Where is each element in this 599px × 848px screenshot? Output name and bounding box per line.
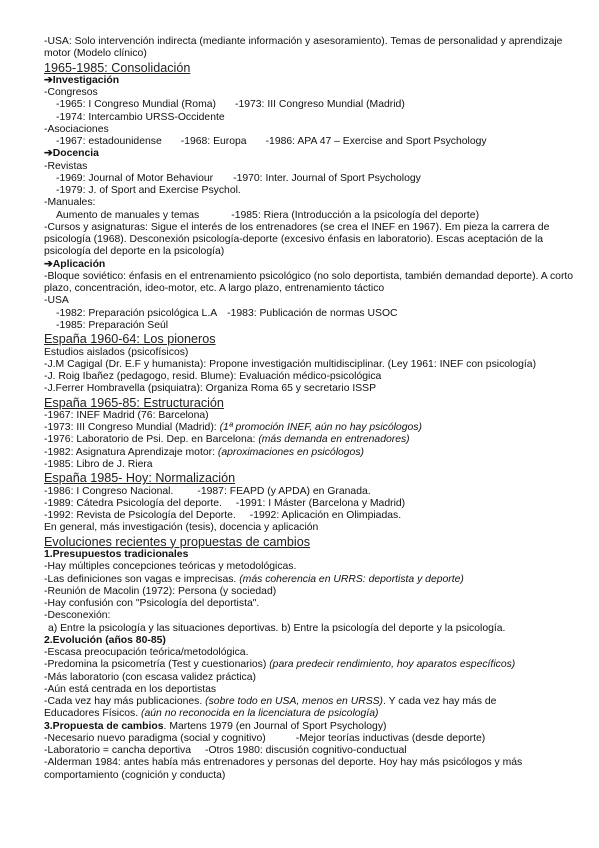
manuales-aumento: Aumento de manuales y temas <box>56 209 200 221</box>
evolucion-laboratorio: -Más laboratorio (con escasa validez práctica) <box>44 671 256 683</box>
asociacion-1986: -1986: APA 47 – Exercise and Sport Psychology <box>265 136 487 148</box>
espana-1985: -1985: Libro de J. Riera <box>44 458 153 470</box>
congresos-row-1 <box>44 99 576 111</box>
presupuesto-definiciones <box>44 574 576 586</box>
asociaciones-label: -Asociaciones <box>44 123 109 135</box>
normalizacion-1992-revista: -1992: Revista de Psicología del Deporte. <box>44 510 236 522</box>
asociacion-1967: -1967: estadounidense <box>56 136 162 148</box>
congreso-1973: -1973: III Congreso Mundial (Madrid) <box>234 99 405 111</box>
presupuesto-definiciones-text: -Las definiciones son vagas e imprecisas. <box>44 573 237 585</box>
evolucion-predomina <box>44 659 576 671</box>
propuesta-row-2 <box>44 745 576 757</box>
evolucion-educadores <box>44 708 576 720</box>
espana-1967: -1967: INEF Madrid (76: Barcelona) <box>44 409 209 421</box>
revista-1969: -1969: Journal of Motor Behaviour <box>56 172 214 184</box>
roig-text: -J. Roig Ibañez (pedagogo, resid. Blume): Evaluación médico-psicológica <box>44 371 382 383</box>
propuesta-otros: -Otros 1980: discusión cognitivo-conductual <box>205 745 407 757</box>
normalizacion-row-2 <box>44 498 576 510</box>
cursos-text: -Cursos y asignaturas: Sigue el interés de los entrenadores (se crea el INEF en 1967). Em pieza la carrera de psicología (1968). Desconexión psicología-deporte (excesivo énfasis en laboratorio). Escas aceptación de la psicología del deporte en la psicología) <box>44 221 550 258</box>
evolucion-educadores-text: Educadores Físicos. <box>44 708 139 720</box>
presupuesto-reunion: -Reunión de Macolin (1972): Persona (y sociedad) <box>44 585 277 597</box>
en-general-text: En general, más investigación (tesis), docencia y aplicación <box>44 522 319 534</box>
revista-1979: -1979: J. of Sport and Exercise Psychol. <box>56 185 241 197</box>
propuesta-mejor: -Mejor teorías inductivas (desde deporte) <box>295 732 486 744</box>
propuesta-row-1 <box>44 733 576 745</box>
espana-1976-text: -1976: Laboratorio de Psi. Dep. en Barcelona: <box>44 434 256 446</box>
subheading-investigacion <box>44 75 576 87</box>
ferrer-text: -J.Ferrer Hombravella (psiquiatra): Organiza Roma 65 y secretario ISSP <box>44 383 377 395</box>
evolucion-predomina-note: (para predecir rendimiento, hoy aparatos específicos) <box>269 659 516 671</box>
usa-1983: -1983: Publicación de normas USOC <box>227 307 398 319</box>
espana-1976-note: (más demanda en entrenadores) <box>258 434 410 446</box>
normalizacion-1992-olimpiadas: -1992: Aplicación en Olimpiadas. <box>249 510 402 522</box>
subheading-aplicacion-label: Aplicación <box>52 258 106 270</box>
usa-intro-text: -USA: Solo intervención indirecta (mediante información y asesoramiento). Temas de personalidad y aprendizaje motor (Modelo clínico) <box>44 36 563 60</box>
presupuesto-a-b: a) Entre la psicología y las situaciones deportivas. b) Entre la psicología del deporte y la psicología. <box>48 622 506 634</box>
presupuesto-confusion: -Hay confusión con "Psicología del deportista". <box>44 598 260 610</box>
evolucion-cada-vez-tail: . Y cada vez hay más de <box>383 696 497 708</box>
presupuesto-multiples: -Hay múltiples concepciones teóricas y metodológicas. <box>44 561 297 573</box>
section-heading-evoluciones: Evoluciones recientes y propuestas de cambios <box>44 534 311 549</box>
espana-1973 <box>44 422 576 434</box>
subheading-presupuestos: 1.Presupuestos tradicionales <box>44 549 189 561</box>
usa-1982: -1982: Preparación psicológica L.A <box>56 307 218 319</box>
congresos-label: -Congresos <box>44 87 98 99</box>
section-heading-espana-1985: España 1985- Hoy: Normalización <box>44 471 236 486</box>
espana-1982 <box>44 447 576 459</box>
arrow-right-icon: ➔ <box>44 74 53 86</box>
revistas-row-1 <box>44 173 576 185</box>
normalizacion-row-1 <box>44 486 576 498</box>
evolucion-escasa: -Escasa preocupación teórica/metodológica. <box>44 647 249 659</box>
espana-1982-text: -1982: Asignatura Aprendizaje motor: <box>44 446 215 458</box>
cagigal-text: -J.M Cagigal (Dr. E.F y humanista): Propone investigación multidisciplinar. (Ley 1961: INEF con psicología) <box>44 358 537 370</box>
subheading-docencia-label: Docencia <box>52 148 99 160</box>
evolucion-predomina-text: -Predomina la psicometría (Test y cuestionarios) <box>44 659 267 671</box>
propuesta-laboratorio: -Laboratorio = cancha deportiva <box>44 745 192 757</box>
document-page <box>44 36 576 782</box>
usa-1985: -1985: Preparación Seúl <box>56 319 169 331</box>
subheading-evolucion: 2.Evolución (años 80-85) <box>44 634 166 646</box>
espana-1973-text: -1973: III Congreso Mundial (Madrid): <box>44 422 217 434</box>
evolucion-cada-vez-note: (sobre todo en USA, menos en URSS) <box>205 696 384 708</box>
normalizacion-1986: -1986: I Congreso Nacional. <box>44 485 174 497</box>
manuales-row <box>44 210 576 222</box>
normalizacion-1991: -1991: I Máster (Barcelona y Madrid) <box>235 497 406 509</box>
espana-1976 <box>44 434 576 446</box>
subheading-investigacion-label: Investigación <box>52 74 120 86</box>
revista-1970: -1970: Inter. Journal of Sport Psychology <box>233 172 421 184</box>
manuales-label: -Manuales: <box>44 197 96 209</box>
section-heading-1965-1985: 1965-1985: Consolidación <box>44 60 191 75</box>
espana-1973-note: (1ª promoción INEF, aún no hay psicólogos) <box>219 422 422 434</box>
espana-1982-note: (aproximaciones en psicólogos) <box>217 446 364 458</box>
estudios-text: Estudios aislados (psicofísicos) <box>44 346 189 358</box>
subheading-docencia <box>44 148 576 160</box>
normalizacion-1987: -1987: FEAPD (y APDA) en Granada. <box>197 485 371 497</box>
subheading-propuesta: 3.Propuesta de cambios <box>44 720 164 732</box>
presupuesto-desconexion: -Desconexión: <box>44 610 111 622</box>
evolucion-educadores-note: (aún no reconocida en la licenciatura de psicología) <box>141 708 379 720</box>
propuesta-line <box>44 721 576 733</box>
propuesta-tail: . Martens 1979 (en Journal of Sport Psychology) <box>163 720 387 732</box>
normalizacion-1989: -1989: Cátedra Psicología del deporte. <box>44 497 222 509</box>
revistas-label: -Revistas <box>44 160 88 172</box>
evolucion-centrada: -Aún está centrada en los deportistas <box>44 683 217 695</box>
manual-1985: -1985: Riera (Introducción a la psicología del deporte) <box>231 209 480 221</box>
arrow-right-icon: ➔ <box>44 258 53 270</box>
evolucion-cada-vez-text: -Cada vez hay más publicaciones. <box>44 696 203 708</box>
congreso-1965: -1965: I Congreso Mundial (Roma) <box>56 99 216 111</box>
asociaciones-row <box>44 136 576 148</box>
usa-row-1 <box>44 308 576 320</box>
section-heading-espana-1960: España 1960-64: Los pioneros <box>44 332 216 347</box>
asociacion-1968: -1968: Europa <box>180 136 247 148</box>
propuesta-paradigma: -Necesario nuevo paradigma (social y cognitivo) <box>44 732 266 744</box>
arrow-right-icon: ➔ <box>44 148 53 160</box>
bloque-sovietico-text: -Bloque soviético: énfasis en el entrenamiento psicológico (no solo deportista, también demandad deporte). A corto plazo, concentración, ideo-motor, etc. A largo plazo, entrenamiento táctico <box>44 270 574 295</box>
congreso-1974: -1974: Intercambio URSS-Occidente <box>56 111 225 123</box>
section-heading-espana-1965: España 1965-85: Estructuración <box>44 395 224 410</box>
propuesta-alderman: -Alderman 1984: antes había más entrenadores y personas del deporte. Hoy hay más psicólogos y más comportamiento (cognición y conducta) <box>44 757 523 781</box>
usa-label: -USA <box>44 295 69 307</box>
subheading-aplicacion <box>44 259 576 271</box>
evolucion-cada-vez <box>44 696 576 708</box>
normalizacion-row-3 <box>44 510 576 522</box>
presupuesto-definiciones-note: (más coherencia en URRS: deportista y deporte) <box>239 573 464 585</box>
